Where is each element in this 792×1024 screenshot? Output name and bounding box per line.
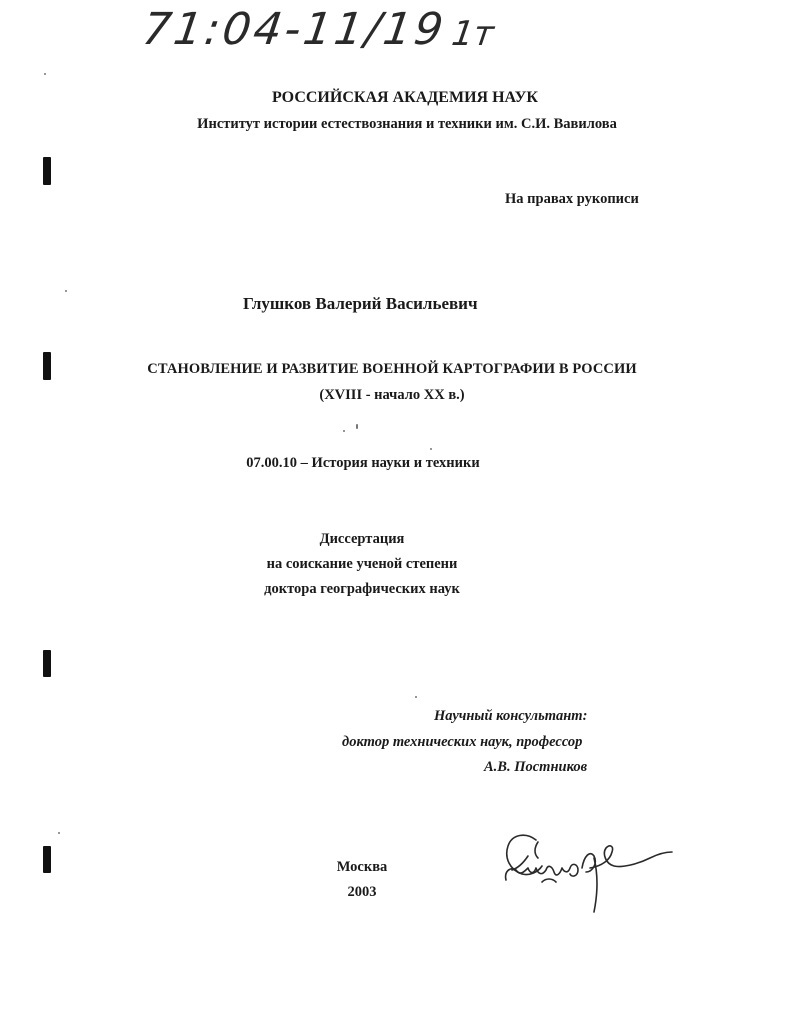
- scan-speck: [415, 696, 417, 698]
- binding-mark-3: [43, 650, 51, 677]
- handwritten-catalog-number: 71:04-11/19: [139, 4, 450, 55]
- degree-line-2: на соискание ученой степени: [266, 556, 458, 572]
- binding-mark-1: [43, 157, 51, 185]
- year: 2003: [347, 884, 377, 900]
- scan-speck: [44, 73, 46, 75]
- institute-name: Институт истории естествознания и техники им. С.И. Вавилова: [197, 116, 617, 132]
- title-period: (XVIII - начало XX в.): [319, 387, 465, 403]
- scan-speck: [65, 290, 67, 292]
- degree-line-1: Диссертация: [319, 531, 405, 547]
- scan-speck: [58, 832, 60, 834]
- scan-speck: [430, 448, 432, 450]
- rights-note: На правах рукописи: [505, 191, 639, 207]
- scan-speck: [356, 424, 358, 429]
- consultant-label: Научный консультант:: [434, 708, 588, 724]
- consultant-name: А.В. Постников: [484, 759, 588, 775]
- author-name: Глушков Валерий Васильевич: [243, 294, 478, 313]
- specialty-code: 07.00.10 – История науки и техники: [246, 455, 480, 471]
- consultant-credentials: доктор технических наук, профессор: [342, 734, 583, 750]
- degree-line-3: доктора географических наук: [264, 581, 460, 597]
- binding-mark-4: [43, 846, 51, 873]
- city: Москва: [336, 859, 388, 875]
- scan-speck: [343, 430, 345, 432]
- dissertation-title: СТАНОВЛЕНИЕ И РАЗВИТИЕ ВОЕННОЙ КАРТОГРАФИИ В РОССИИ: [147, 361, 637, 377]
- academy-name: РОССИЙСКАЯ АКАДЕМИЯ НАУК: [271, 89, 539, 106]
- binding-mark-2: [43, 352, 51, 380]
- author-signature: [498, 828, 678, 918]
- handwritten-suffix: 1т: [449, 14, 497, 54]
